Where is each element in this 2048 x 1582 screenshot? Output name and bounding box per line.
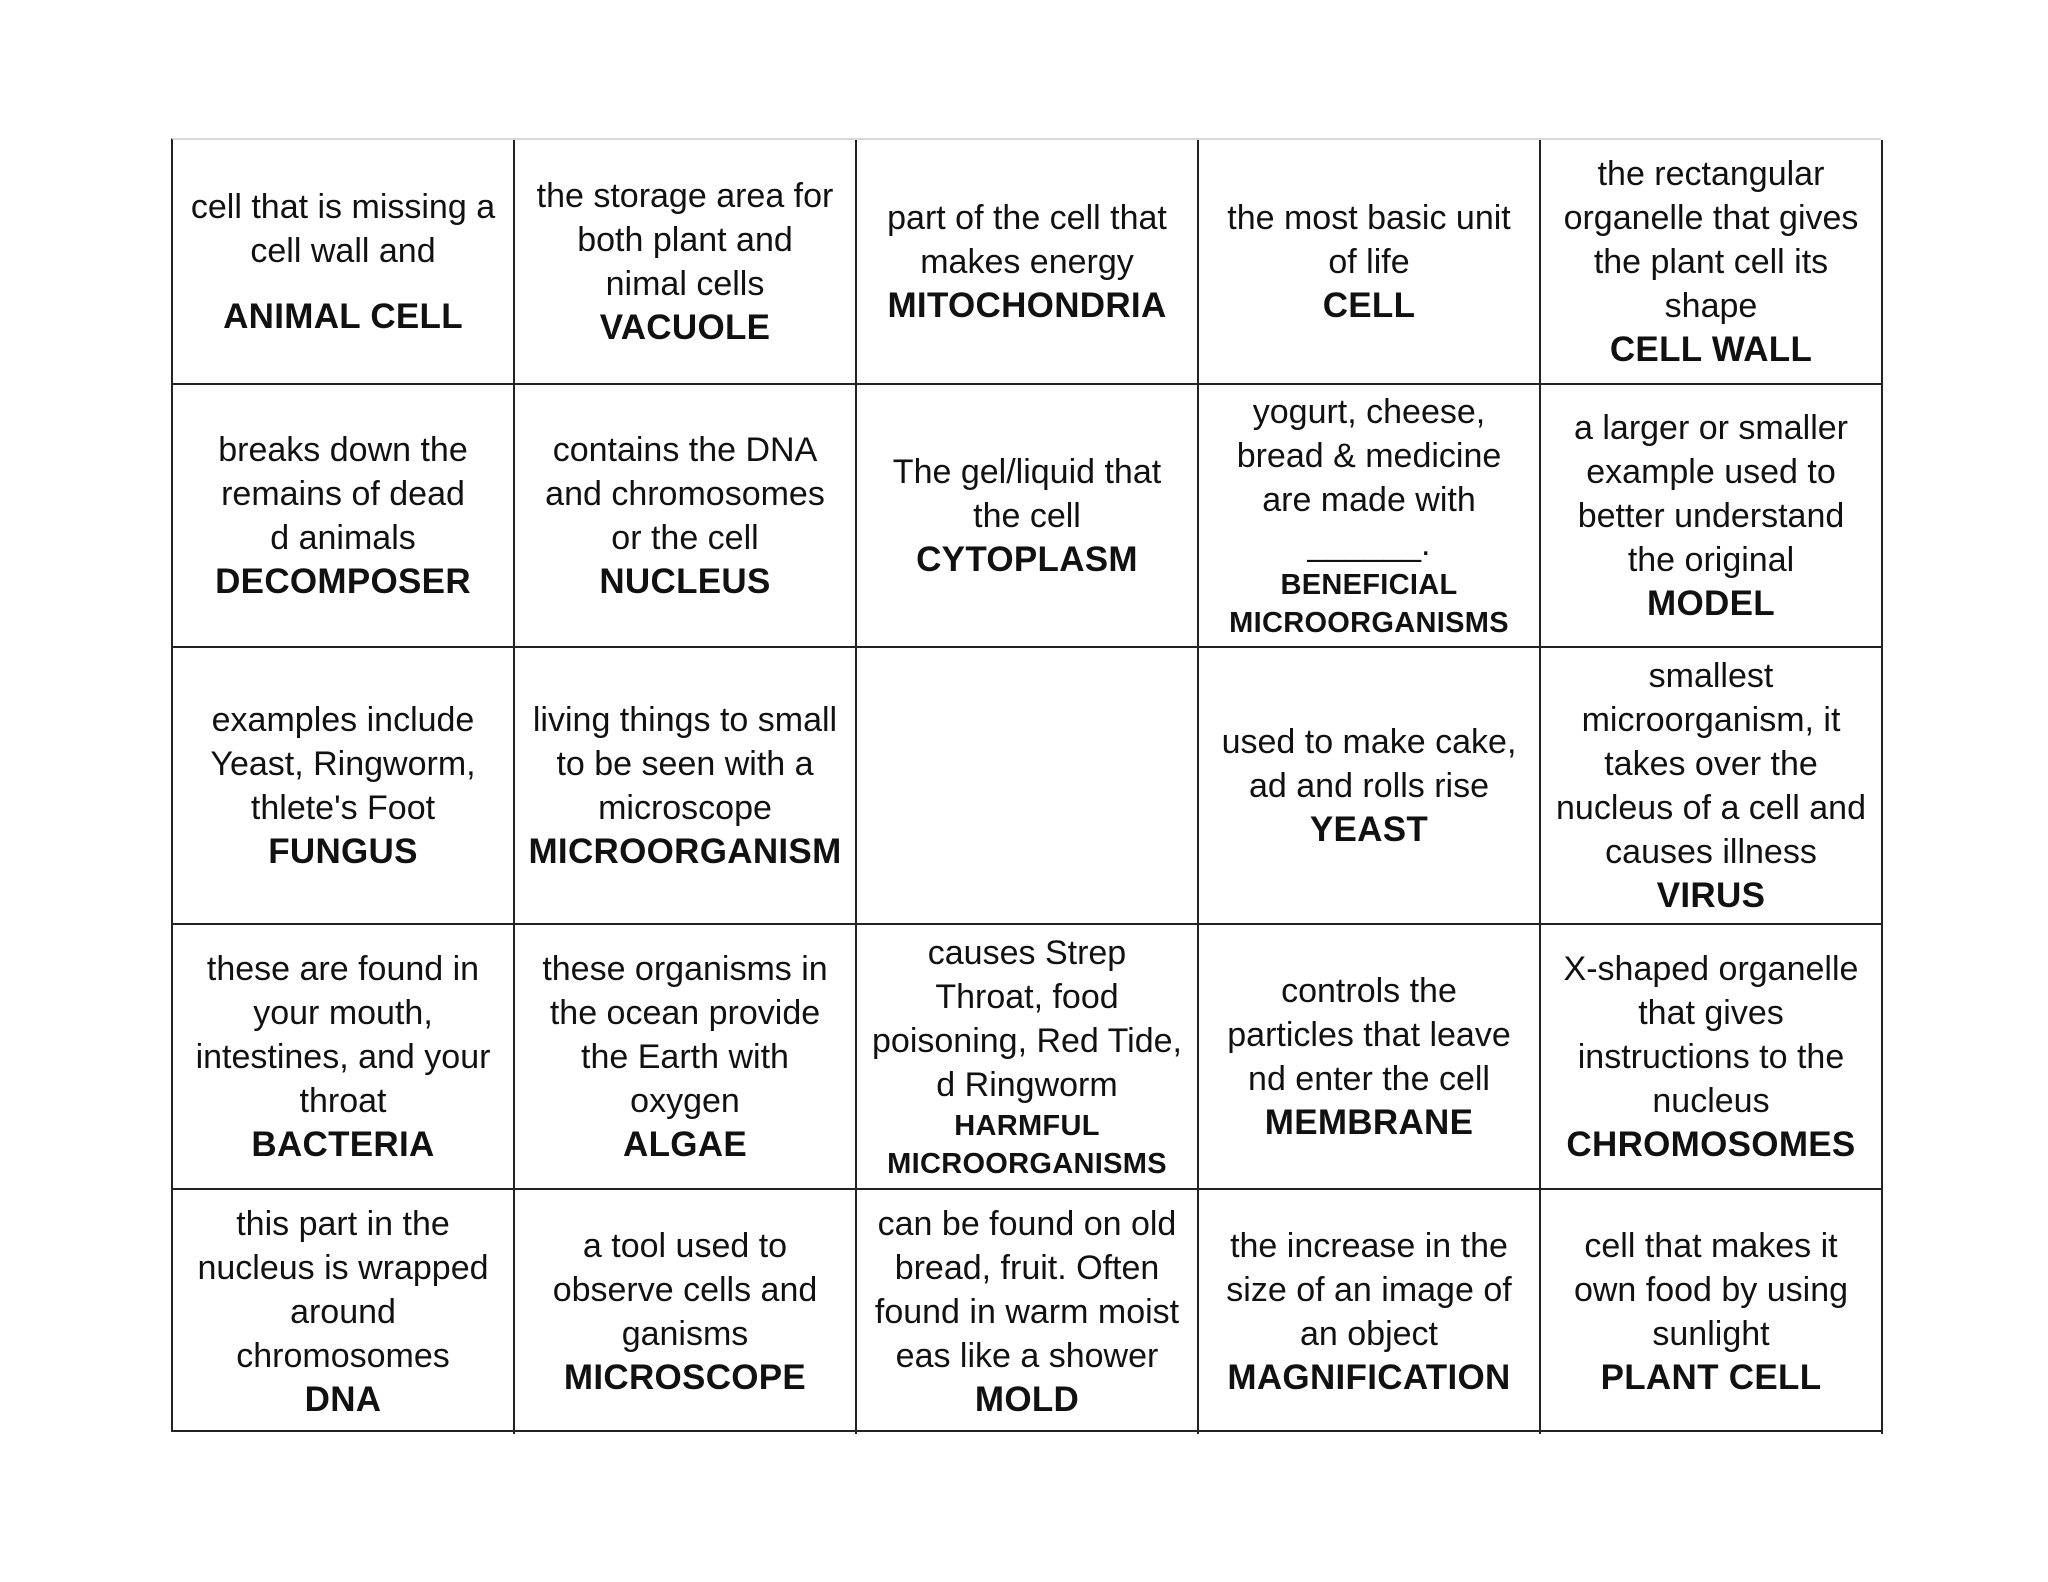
answer-term: MICROORGANISM <box>528 831 842 871</box>
clue-text: can be found on old bread, fruit. Often found in warm moist eas like a shower <box>874 1205 1180 1375</box>
answer-term: ANIMAL CELL <box>223 296 463 336</box>
clue-text: a larger or smaller example used to better understand the original <box>1574 408 1848 579</box>
answer-term: VACUOLE <box>599 307 771 347</box>
grid-cell <box>1541 1190 1883 1434</box>
answer-term: YEAST <box>1309 809 1429 849</box>
answer-term: ALGAE <box>623 1124 747 1164</box>
grid-cell <box>857 140 1199 385</box>
answer-term: VIRUS <box>1656 875 1766 915</box>
clue-text: the storage area for both plant and nimal cells <box>536 176 834 303</box>
grid-cell-empty <box>857 648 1199 925</box>
grid-cell <box>173 925 515 1190</box>
answer-term: MAGNIFICATION <box>1227 1358 1511 1397</box>
grid-cell <box>857 385 1199 648</box>
answer-term: CELL <box>1322 285 1416 325</box>
clue-text: the increase in the size of an image of an object <box>1226 1227 1512 1353</box>
answer-term: FUNGUS <box>268 831 418 871</box>
answer-term: MOLD <box>974 1380 1080 1419</box>
clue-text: the rectangular organelle that gives the plant cell its shape <box>1563 154 1859 325</box>
clue-text: this part in the nucleus is wrapped around chromosomes <box>197 1205 489 1375</box>
grid-cell <box>1199 648 1541 925</box>
answer-term: BACTERIA <box>251 1124 435 1164</box>
clue-text: these are found in your mouth, intestines, and your throat <box>195 949 491 1120</box>
clue-text: a tool used to observe cells and ganisms <box>552 1227 818 1353</box>
clue-text: yogurt, cheese, bread & medicine are made with ______. <box>1236 392 1502 563</box>
clue-text: examples include Yeast, Ringworm, thlete's Foot <box>210 700 476 827</box>
grid-cell <box>173 1190 515 1434</box>
grid-cell <box>1199 925 1541 1190</box>
clue-text: The gel/liquid that the cell <box>892 452 1162 535</box>
answer-term: MICROSCOPE <box>563 1358 807 1397</box>
clue-text: smallest microorganism, it takes over the nucleus of a cell and causes illness <box>1556 656 1866 871</box>
grid-cell <box>515 385 857 648</box>
clue-text: these organisms in the ocean provide the Earth with oxygen <box>542 949 828 1120</box>
clue-text: breaks down the remains of dead d animals <box>218 430 468 557</box>
answer-term: DNA <box>304 1380 382 1419</box>
answer-term: CYTOPLASM <box>916 539 1138 579</box>
grid-cell <box>857 1190 1199 1434</box>
grid-cell <box>515 140 857 385</box>
answer-term: NUCLEUS <box>599 561 771 601</box>
clue-text: cell that is missing a cell wall and <box>190 187 496 270</box>
answer-term: CELL WALL <box>1609 329 1813 369</box>
grid-cell <box>173 140 515 385</box>
clue-text: part of the cell that makes energy <box>887 198 1167 281</box>
grid-cell <box>1541 925 1883 1190</box>
answer-term: PLANT CELL <box>1600 1358 1822 1397</box>
grid-cell <box>1199 385 1541 648</box>
grid-cell <box>1199 140 1541 385</box>
grid-cell <box>1541 385 1883 648</box>
clue-text: X-shaped organelle that gives instructions to the nucleus <box>1563 949 1859 1120</box>
clue-text: used to make cake, ad and rolls rise <box>1221 722 1517 805</box>
vocabulary-grid <box>171 138 1881 1432</box>
grid-cell <box>1541 648 1883 925</box>
clue-text: living things to small to be seen with a microscope <box>532 700 838 827</box>
grid-cell <box>515 648 857 925</box>
clue-text: controls the particles that leave nd enter the cell <box>1227 971 1511 1098</box>
grid-cell <box>1199 1190 1541 1434</box>
grid-cell <box>173 385 515 648</box>
answer-term: DECOMPOSER <box>215 561 471 601</box>
answer-term: MITOCHONDRIA <box>887 285 1167 325</box>
grid-cell <box>857 925 1199 1190</box>
grid-cell <box>515 925 857 1190</box>
grid-cell <box>515 1190 857 1434</box>
answer-term: MODEL <box>1647 583 1775 623</box>
clue-text: contains the DNA and chromosomes or the cell <box>545 430 825 557</box>
clue-text: causes Strep Throat, food poisoning, Red Tide, d Ringworm <box>872 933 1182 1104</box>
answer-term: CHROMOSOMES <box>1566 1124 1856 1164</box>
answer-term: MEMBRANE <box>1264 1102 1474 1142</box>
clue-text: cell that makes it own food by using sunlight <box>1573 1227 1849 1353</box>
clue-text: the most basic unit of life <box>1227 198 1511 281</box>
answer-term: BENEFICIAL MICROORGANISMS <box>1229 568 1509 639</box>
grid-cell <box>173 648 515 925</box>
answer-term: HARMFUL MICROORGANISMS <box>887 1109 1167 1180</box>
grid-cell <box>1541 140 1883 385</box>
